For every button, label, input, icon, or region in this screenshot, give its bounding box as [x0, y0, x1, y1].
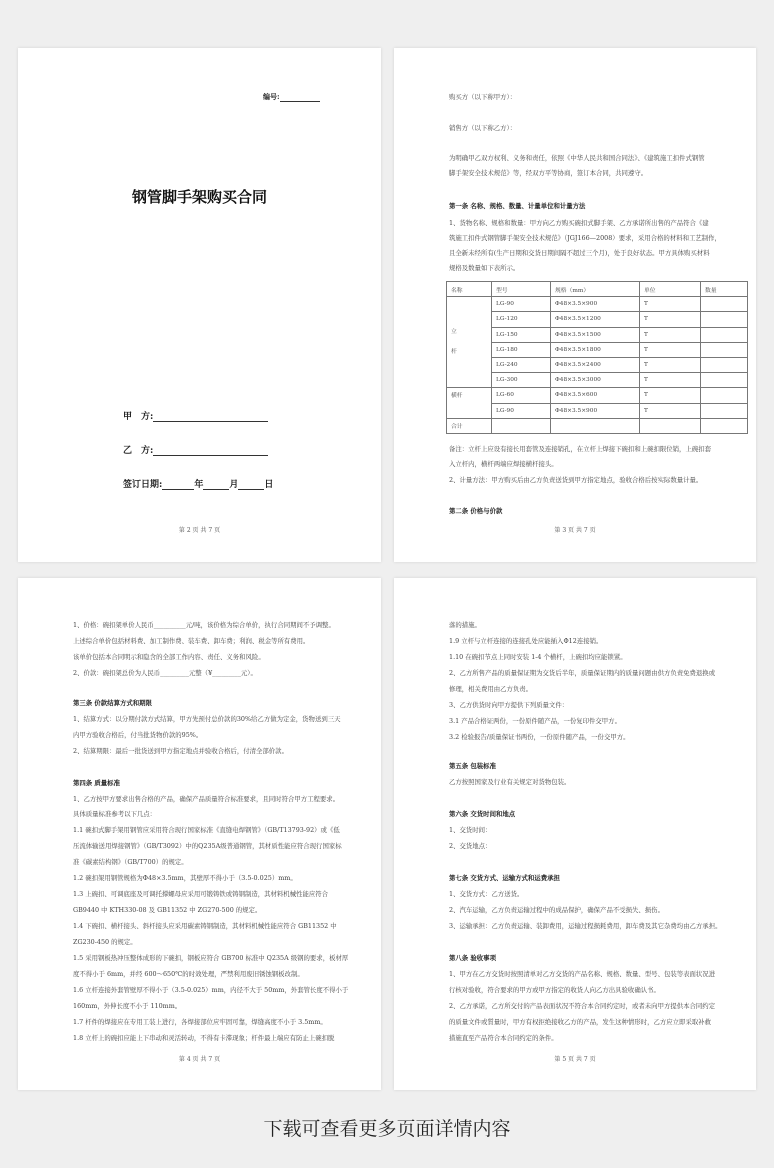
contract-cover-page: [18, 48, 381, 562]
text-line: 2、结算期限：最后一批货送到甲方指定地点并验收合格后，付清全部价款。: [73, 747, 288, 755]
text-line: 乙方按照国家及行业有关规定对货物包装。: [449, 778, 571, 786]
page-number: 第 4 页 共 7 页: [178, 1056, 221, 1063]
text-line: 入立杆内，横杆两端应焊接横杆接头。: [449, 460, 558, 468]
text-line: 内甲方验收合格后，付当批货物价款的95%。: [73, 731, 203, 739]
table-cell: [492, 418, 551, 433]
page-number: 第 2 页 共 7 页: [178, 527, 221, 534]
table-cell: T: [640, 342, 701, 357]
text-line: 为明确甲乙双方权利、义务和责任，依照《中华人民共和国合同法》、《建筑施工扣件式钢管: [449, 154, 705, 162]
table-row: [447, 342, 748, 357]
text-line: 1、交货方式：乙方送货。: [449, 890, 524, 898]
table-row: [447, 403, 748, 418]
table-cell: Φ48×3.5×1200: [551, 312, 640, 327]
table-row: [447, 388, 748, 403]
text-line: 1、价格：碗扣架单价人民币__________元/吨，该价格为综合单价，执行合同期间不予调整。: [73, 621, 335, 629]
text-line: 购买方（以下称甲方）：: [449, 93, 517, 101]
group-cell-crossbar: 横杆: [447, 388, 492, 418]
text-line: 上述综合单价包括材料费、加工制作费、装车费、卸车费；利润、税金等所有费用。: [73, 637, 310, 645]
section-heading: 第四条 质量标准: [73, 779, 120, 787]
section-heading: 第六条 交货时间和地点: [449, 810, 516, 818]
table-cell: [701, 342, 748, 357]
text-line: ZG230-450 的规定。: [73, 938, 137, 946]
text-line: 2、乙方所售产品的质量保证期为交货后半年，质量保证期内的质量问题由供方负责免费退换或: [449, 669, 716, 677]
page-number: 第 5 页 共 7 页: [554, 1056, 596, 1063]
table-cell: 合计: [447, 418, 492, 433]
text-line: 2、汽车运输，乙方负责运输过程中的成品保护，确保产品不受损失、损伤。: [449, 906, 664, 914]
text-line: 2、价款：碗扣架总价为人民币_________元整（¥_________元）。: [73, 669, 257, 677]
text-line: 1.9 立杆与立杆连接的连接孔处应能插入Φ12连接销。: [449, 637, 603, 645]
section-heading: 第八条 验收事项: [449, 954, 496, 962]
table-cell: [551, 418, 640, 433]
table-cell: Φ48×3.5×3000: [551, 373, 640, 388]
text-line: 3.1 产品合格证两份，一份原件随产品，一份复印件交甲方。: [449, 717, 621, 725]
section-heading: 第五条 包装标准: [449, 762, 496, 770]
table-cell: Φ48×3.5×1500: [551, 327, 640, 342]
text-line: 修理，相关费用由乙方负责。: [449, 685, 533, 693]
section-heading: 第一条 名称、规格、数量、计量单位和计量方法: [449, 202, 586, 210]
text-line: 备注：立杆上应设有接长用套管及连接销孔，在立杆上焊接下碗扣和上碗扣限位销，上碗扣套: [449, 445, 712, 453]
text-line: 规格及数量如下表所示。: [449, 264, 520, 272]
table-row: [447, 312, 748, 327]
text-line: 的质量文件或質量时，甲方有权拒绝接收乙方的产品，发生这种情形时，乙方应立即采取补救: [449, 1018, 712, 1026]
table-cell: [701, 297, 748, 312]
text-line: 且全新未经所有(生产日期和交货日期间隔不超过三个月)，处于良好状态。甲方具体购买材料: [449, 249, 710, 257]
table-row: [447, 373, 748, 388]
table-row: [447, 357, 748, 372]
text-line: 1、交货时间：: [449, 826, 492, 834]
table-header-row: [447, 282, 748, 297]
text-line: 1、乙方按甲方要求出售合格的产品，确保产品质量符合标准要求，且同时符合甲方工程要求。: [73, 795, 340, 803]
table-row: [447, 297, 748, 312]
contract-page-3: [394, 48, 756, 562]
contract-page-4: [18, 578, 381, 1090]
signing-date-field: 签订日期: 年 月 日: [123, 480, 274, 490]
table-cell: T: [640, 297, 701, 312]
party-b-field: 乙 方:: [123, 443, 268, 456]
table-cell: [701, 327, 748, 342]
table-cell: T: [640, 312, 701, 327]
text-line: 1.7 杆件的焊接应在专用工装上进行，各焊接部位应牢固可靠，焊缝高度不小于 3.5mm。: [73, 1018, 327, 1026]
table-header-cell: 规格（mm）: [551, 282, 640, 297]
text-line: 3、乙方供货时向甲方提供下列质量文件：: [449, 701, 569, 709]
table-cell: T: [640, 327, 701, 342]
text-line: 准《碳素结构钢》（GB/T700）的规定。: [73, 858, 188, 866]
table-header-cell: 名称: [447, 282, 492, 297]
table-cell: LG-180: [492, 342, 551, 357]
table-cell: Φ48×3.5×600: [551, 388, 640, 403]
text-line: 具体质量标准参考以下几点：: [73, 810, 157, 818]
text-line: 1.8 立杆上的碗扣应能上下串动和灵活转动，不得有卡滞现象；杆件最上端应有防止上碗扣脱: [73, 1034, 335, 1042]
text-line: 1.4 下碗扣、横杆接头、斜杆接头应采用碳素铸钢制造，其材料机械性能应符合 GB11352 中: [73, 922, 337, 930]
text-line: 该单价包括本合同明示和隐含的全部工作内容、责任、义务和风险。: [73, 653, 265, 661]
table-cell: [640, 418, 701, 433]
table-header-cell: 型号: [492, 282, 551, 297]
table-cell: T: [640, 403, 701, 418]
text-line: 160mm，外伸长度不小于 110mm。: [73, 1002, 182, 1010]
text-line: 1.5 采用钢板热冲压整体成形的下碗扣，钢板应符合 GB700 标准中 Q235A 级钢的要求，板材厚: [73, 954, 349, 962]
table-cell: T: [640, 388, 701, 403]
table-cell: T: [640, 357, 701, 372]
contract-title: 钢管脚手架购买合同: [131, 188, 267, 206]
table-row: [447, 327, 748, 342]
spec-table: [446, 281, 748, 434]
text-line: 3.2 检验报告/质量保证书两份，一份原件随产品，一份交甲方。: [449, 733, 630, 741]
text-line: 1.2 碗扣架用钢管规格为Φ48×3.5mm，其壁厚不得小于（3.5-0.025）mm。: [73, 874, 297, 882]
table-header-cell: 数量: [701, 282, 748, 297]
table-cell: LG-90: [492, 297, 551, 312]
download-more-banner[interactable]: 下载可查看更多页面详情内容: [263, 1118, 511, 1140]
party-a-field: 甲 方:: [123, 409, 268, 422]
text-line: 1.3 上碗扣、可调底座及可调托撑螺母应采用可锻铸铁或铸钢制造，其材料机械性能应符合: [73, 890, 329, 898]
table-cell: LG-150: [492, 327, 551, 342]
text-line: 度不得小于 6mm，并经 600～650℃的时效处理，严禁利用废旧锈蚀钢板改制。: [73, 970, 304, 978]
text-line: 筑施工扣件式钢管脚手架安全技术规范》（JGJ166—2008）要求，采用合格的材料和工艺制作，: [449, 234, 721, 242]
table-cell: T: [640, 373, 701, 388]
text-line: 脚手架安全技术规范》等，经双方平等协商，签订本合同，共同遵守。: [449, 169, 648, 177]
table-cell: LG-60: [492, 388, 551, 403]
table-cell: LG-240: [492, 357, 551, 372]
table-total-row: [447, 418, 748, 433]
section-heading: 第三条 价款结算方式和期限: [73, 699, 152, 707]
text-line: GB9440 中 KTH330-08 及 GB11352 中 ZG270-500 的规定。: [73, 906, 262, 914]
table-cell: Φ48×3.5×900: [551, 297, 640, 312]
text-line: 3、运输承担：乙方负责运输、装卸费用，运输过程损耗费用，卸车费及其它杂费均由乙方承担。: [449, 922, 722, 930]
section-heading: 第七条 交货方式、运输方式和运费承担: [449, 874, 560, 882]
text-line: 1.6 立杆连接外套管壁厚不得小于（3.5-0.025）mm，内径不大于 50mm，外套管长度不得小于: [73, 986, 349, 994]
text-line: 压流体输送用焊接钢管》（GB/T3092）中的Q235A级普通钢管，其材质性能应符合现行国家标: [73, 842, 342, 850]
table-cell: [701, 357, 748, 372]
text-line: 2、乙方承诺，乙方所交付的产品表面状况不符合本合同约定时，或者未向甲方提供本合同约定: [449, 1002, 716, 1010]
text-line: 1.10 在碗扣节点上同时安装 1-4 个横杆，上碗扣均应能锁紧。: [449, 653, 627, 661]
page-number: 第 3 页 共 7 页: [554, 527, 596, 534]
table-cell: LG-90: [492, 403, 551, 418]
text-line: 1、结算方式：以分期付款方式结算，甲方先预付总价款的30%给乙方做为定金，货物送到三天: [73, 715, 341, 723]
group-cell-upright: 立 杆: [447, 297, 492, 388]
table-cell: [701, 373, 748, 388]
text-line: 2、交货地点：: [449, 842, 492, 850]
table-cell: LG-120: [492, 312, 551, 327]
section-heading: 第二条 价格与价款: [449, 507, 503, 515]
table-cell: [701, 418, 748, 433]
contract-number: 编号:: [263, 92, 320, 102]
table-cell: Φ48×3.5×1800: [551, 342, 640, 357]
text-line: 措施直至产品符合本合同约定的条件。: [449, 1034, 558, 1042]
table-cell: Φ48×3.5×900: [551, 403, 640, 418]
table-cell: [701, 312, 748, 327]
table-cell: [701, 403, 748, 418]
text-line: 1、甲方在乙方交货时按照清单对乙方交货的产品名称、规格、数量、型号、包装等表面状况进: [449, 970, 716, 978]
text-line: 落的措施。: [449, 621, 481, 629]
table-cell: [701, 388, 748, 403]
table-cell: LG-300: [492, 373, 551, 388]
text-line: 销售方（以下称乙方）：: [449, 124, 517, 132]
table-cell: Φ48×3.5×2400: [551, 357, 640, 372]
contract-page-5: [394, 578, 756, 1090]
table-header-cell: 单位: [640, 282, 701, 297]
text-line: 1、货物名称、规格和数量：甲方向乙方购买碗扣式脚手架、乙方承诺所出售的产品符合《建: [449, 219, 709, 227]
text-line: 行核对验收，符合要求的甲方或甲方指定的收货人向乙方出具验收确认书。: [449, 986, 660, 994]
text-line: 1.1 碗扣式脚手架用钢管应采用符合现行国家标准《直缝电焊钢管》（GB/T13793-92）或《低: [73, 826, 340, 834]
text-line: 2、计量方法：甲方购买后由乙方负责送货到甲方指定地点，验收合格后按实际数量计量。: [449, 476, 703, 484]
